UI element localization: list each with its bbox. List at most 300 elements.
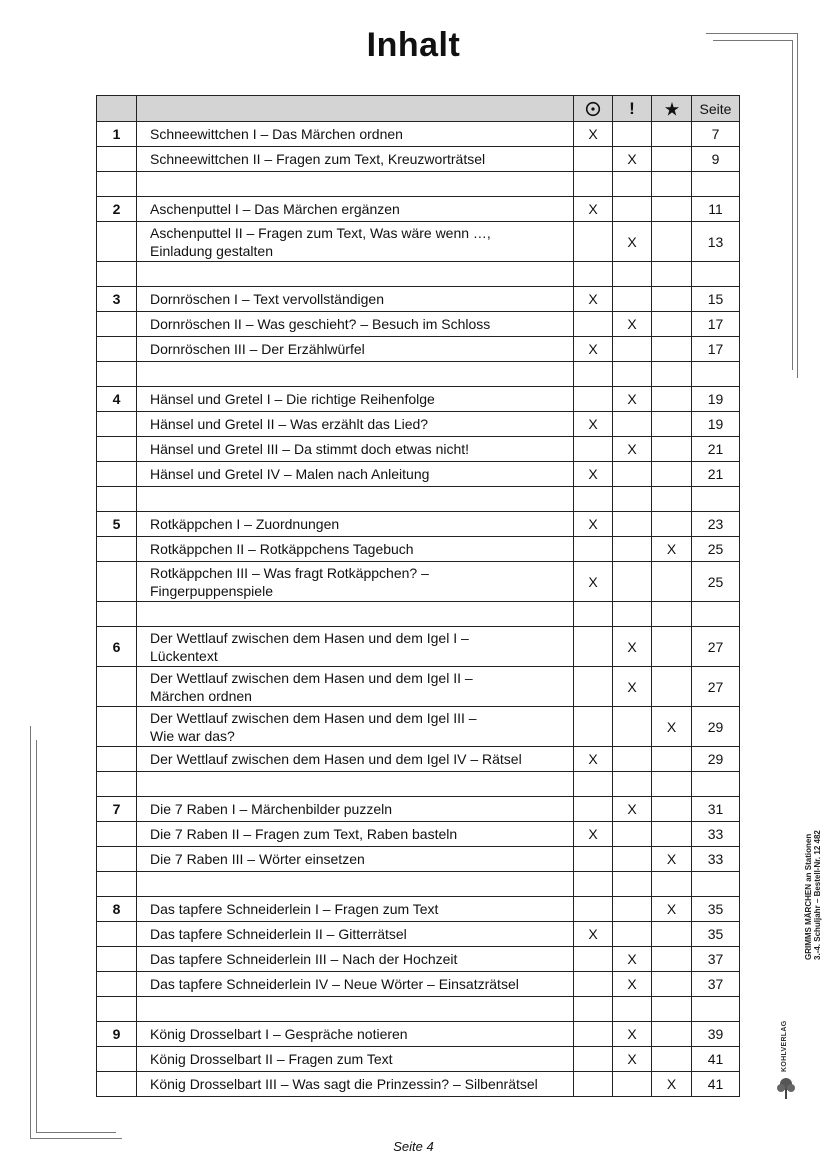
- header-level1-cell: [574, 96, 613, 122]
- station-number: 3: [97, 287, 137, 312]
- station-title-line: Schneewittchen II – Fragen zum Text, Kreuzworträtsel: [150, 151, 486, 167]
- station-title: [137, 897, 574, 922]
- level2-mark: X: [613, 1047, 652, 1072]
- spacer-cell: [692, 997, 740, 1022]
- level2-mark: [613, 337, 652, 362]
- station-number: [97, 1047, 137, 1072]
- spacer-cell: [652, 602, 692, 627]
- station-title-line: Die 7 Raben I – Märchenbilder puzzeln: [150, 801, 393, 817]
- station-number: [97, 537, 137, 562]
- station-title: [137, 667, 574, 707]
- level2-mark: X: [613, 312, 652, 337]
- station-number: [97, 847, 137, 872]
- level1-mark: [574, 897, 613, 922]
- table-row: [97, 822, 740, 847]
- table-row: [97, 387, 740, 412]
- level1-mark: [574, 627, 613, 667]
- station-title-line: Rotkäppchen II – Rotkäppchens Tagebuch: [150, 541, 414, 557]
- level3-mark: X: [652, 537, 692, 562]
- spacer-cell: [613, 872, 652, 897]
- station-title-line: Hänsel und Gretel III – Da stimmt doch etwas nicht!: [150, 441, 470, 457]
- station-title-line: Hänsel und Gretel IV – Malen nach Anleitung: [150, 466, 430, 482]
- station-number: 9: [97, 1022, 137, 1047]
- spacer-cell: [692, 487, 740, 512]
- page-title: Inhalt: [366, 26, 461, 64]
- level1-mark: [574, 222, 613, 262]
- spacer-cell: [97, 997, 137, 1022]
- sidebar-line-1: GRIMMS MÄRCHEN an Stationen: [804, 833, 813, 960]
- circle-dot-icon: [585, 101, 601, 117]
- station-title: [137, 512, 574, 537]
- level1-mark: [574, 707, 613, 747]
- level2-mark: [613, 897, 652, 922]
- level1-mark: [574, 387, 613, 412]
- table-row: [97, 847, 740, 872]
- level2-mark: X: [613, 222, 652, 262]
- level1-mark: X: [574, 462, 613, 487]
- station-title-line: Der Wettlauf zwischen dem Hasen und dem Igel III –: [150, 709, 477, 726]
- station-title-line: Das tapfere Schneiderlein IV – Neue Wörter – Einsatzrätsel: [150, 976, 519, 992]
- spacer-cell: [137, 997, 574, 1022]
- table-row: [97, 972, 740, 997]
- spacer-row: [97, 872, 740, 897]
- spacer-cell: [652, 172, 692, 197]
- level1-mark: [574, 537, 613, 562]
- publisher-brand: KOHLVERLAG: [781, 1020, 788, 1072]
- level3-mark: [652, 747, 692, 772]
- level2-mark: X: [613, 627, 652, 667]
- level2-mark: [613, 562, 652, 602]
- station-title: [137, 122, 574, 147]
- level3-mark: [652, 437, 692, 462]
- level1-mark: X: [574, 122, 613, 147]
- spacer-row: [97, 997, 740, 1022]
- level2-mark: [613, 462, 652, 487]
- level2-mark: X: [613, 667, 652, 707]
- table-row: [97, 312, 740, 337]
- table-header-row: [97, 96, 740, 122]
- spacer-cell: [574, 997, 613, 1022]
- spacer-cell: [692, 872, 740, 897]
- level1-mark: [574, 147, 613, 172]
- level3-mark: [652, 147, 692, 172]
- page-number: 39: [692, 1022, 740, 1047]
- station-title: [137, 412, 574, 437]
- level2-mark: [613, 537, 652, 562]
- station-title-line: Einladung gestalten: [150, 242, 273, 259]
- station-number: [97, 412, 137, 437]
- station-title: [137, 197, 574, 222]
- level2-mark: [613, 707, 652, 747]
- spacer-cell: [613, 997, 652, 1022]
- station-title-line: Das tapfere Schneiderlein II – Gitterrätsel: [150, 926, 407, 942]
- sidebar-publication-info: [804, 830, 822, 960]
- page-number: 33: [692, 822, 740, 847]
- spacer-cell: [137, 487, 574, 512]
- table-row: [97, 197, 740, 222]
- level1-mark: X: [574, 747, 613, 772]
- station-title-line: Rotkäppchen III – Was fragt Rotkäppchen? –: [150, 564, 429, 581]
- frame-line: [36, 740, 37, 1133]
- level3-mark: [652, 222, 692, 262]
- frame-line: [792, 40, 793, 370]
- level3-mark: X: [652, 707, 692, 747]
- level2-mark: [613, 412, 652, 437]
- header-level2-cell: [613, 96, 652, 122]
- spacer-cell: [137, 262, 574, 287]
- station-title-line: König Drosselbart III – Was sagt die Prinzessin? – Silbenrätsel: [150, 1076, 538, 1092]
- station-title: [137, 222, 574, 262]
- page-number: 25: [692, 562, 740, 602]
- header-page-cell: Seite: [692, 96, 740, 122]
- table-row: [97, 627, 740, 667]
- level2-mark: X: [613, 797, 652, 822]
- table-row: [97, 1047, 740, 1072]
- station-title: [137, 312, 574, 337]
- level3-mark: X: [652, 897, 692, 922]
- level2-mark: [613, 122, 652, 147]
- table-row: [97, 1022, 740, 1047]
- level1-mark: X: [574, 922, 613, 947]
- station-title-line: Die 7 Raben III – Wörter einsetzen: [150, 851, 365, 867]
- table-row: [97, 512, 740, 537]
- spacer-cell: [97, 172, 137, 197]
- spacer-cell: [574, 487, 613, 512]
- spacer-cell: [652, 872, 692, 897]
- level3-mark: X: [652, 1072, 692, 1097]
- table-row: [97, 922, 740, 947]
- station-number: [97, 312, 137, 337]
- spacer-cell: [613, 487, 652, 512]
- spacer-cell: [692, 262, 740, 287]
- level3-mark: [652, 312, 692, 337]
- station-number: 2: [97, 197, 137, 222]
- station-title-line: Aschenputtel II – Fragen zum Text, Was wäre wenn …,: [150, 224, 491, 241]
- spacer-cell: [574, 602, 613, 627]
- level3-mark: [652, 287, 692, 312]
- level2-mark: X: [613, 147, 652, 172]
- frame-line: [36, 1132, 116, 1133]
- level2-mark: [613, 822, 652, 847]
- station-title-line: Der Wettlauf zwischen dem Hasen und dem Igel I –: [150, 629, 469, 646]
- station-title-line: Hänsel und Gretel I – Die richtige Reihenfolge: [150, 391, 435, 407]
- level2-mark: [613, 512, 652, 537]
- station-title: [137, 747, 574, 772]
- station-title: [137, 1072, 574, 1097]
- spacer-cell: [692, 172, 740, 197]
- level1-mark: [574, 797, 613, 822]
- level3-mark: [652, 337, 692, 362]
- level3-mark: [652, 627, 692, 667]
- spacer-cell: [574, 262, 613, 287]
- page-number: 15: [692, 287, 740, 312]
- station-title-line: Märchen ordnen: [150, 687, 252, 704]
- station-title-line: Das tapfere Schneiderlein III – Nach der Hochzeit: [150, 951, 458, 967]
- spacer-cell: [97, 362, 137, 387]
- level3-mark: [652, 412, 692, 437]
- spacer-cell: [137, 872, 574, 897]
- page-number: 21: [692, 437, 740, 462]
- level2-mark: [613, 847, 652, 872]
- level1-mark: X: [574, 337, 613, 362]
- spacer-cell: [97, 487, 137, 512]
- level3-mark: [652, 947, 692, 972]
- page-number: 9: [692, 147, 740, 172]
- exclamation-icon: !: [629, 98, 635, 118]
- page-number: 11: [692, 197, 740, 222]
- level1-mark: [574, 947, 613, 972]
- level2-mark: X: [613, 972, 652, 997]
- station-title: [137, 822, 574, 847]
- level3-mark: [652, 922, 692, 947]
- level2-mark: [613, 197, 652, 222]
- station-title: [137, 972, 574, 997]
- spacer-cell: [613, 362, 652, 387]
- level3-mark: [652, 1047, 692, 1072]
- table-row: [97, 412, 740, 437]
- station-number: [97, 562, 137, 602]
- level3-mark: X: [652, 847, 692, 872]
- station-number: [97, 747, 137, 772]
- station-number: 1: [97, 122, 137, 147]
- table-row: [97, 947, 740, 972]
- level3-mark: [652, 197, 692, 222]
- level2-mark: X: [613, 1022, 652, 1047]
- spacer-row: [97, 262, 740, 287]
- level1-mark: X: [574, 197, 613, 222]
- spacer-cell: [652, 997, 692, 1022]
- page-number: 19: [692, 387, 740, 412]
- spacer-cell: [574, 362, 613, 387]
- table-row: [97, 537, 740, 562]
- level2-mark: X: [613, 387, 652, 412]
- table-row: [97, 147, 740, 172]
- page-number: 23: [692, 512, 740, 537]
- page-number: 35: [692, 897, 740, 922]
- page-number: 13: [692, 222, 740, 262]
- station-number: [97, 707, 137, 747]
- spacer-row: [97, 362, 740, 387]
- header-num-cell: [97, 96, 137, 122]
- station-title: [137, 947, 574, 972]
- table-row: [97, 122, 740, 147]
- station-number: [97, 822, 137, 847]
- station-title: [137, 562, 574, 602]
- level1-mark: [574, 437, 613, 462]
- station-title: [137, 797, 574, 822]
- level2-mark: X: [613, 437, 652, 462]
- station-number: [97, 947, 137, 972]
- station-number: [97, 667, 137, 707]
- level3-mark: [652, 822, 692, 847]
- spacer-cell: [692, 772, 740, 797]
- spacer-cell: [692, 362, 740, 387]
- station-number: [97, 1072, 137, 1097]
- page-number: 21: [692, 462, 740, 487]
- page-number: 17: [692, 312, 740, 337]
- level1-mark: [574, 1047, 613, 1072]
- page-number: 7: [692, 122, 740, 147]
- spacer-cell: [613, 602, 652, 627]
- station-title-line: Der Wettlauf zwischen dem Hasen und dem Igel II –: [150, 669, 473, 686]
- station-number: 6: [97, 627, 137, 667]
- station-title-line: Dornröschen I – Text vervollständigen: [150, 291, 384, 307]
- station-number: 5: [97, 512, 137, 537]
- station-title-line: Dornröschen III – Der Erzählwürfel: [150, 341, 365, 357]
- page-number: 19: [692, 412, 740, 437]
- spacer-row: [97, 772, 740, 797]
- spacer-cell: [97, 262, 137, 287]
- frame-line: [30, 726, 31, 1139]
- header-level3-cell: [652, 96, 692, 122]
- station-title-line: Fingerpuppenspiele: [150, 582, 273, 599]
- page-number: 17: [692, 337, 740, 362]
- spacer-cell: [97, 602, 137, 627]
- spacer-cell: [652, 772, 692, 797]
- spacer-cell: [652, 362, 692, 387]
- table-row: [97, 707, 740, 747]
- level3-mark: [652, 122, 692, 147]
- level1-mark: X: [574, 287, 613, 312]
- spacer-cell: [613, 172, 652, 197]
- station-number: 8: [97, 897, 137, 922]
- frame-line: [797, 33, 798, 378]
- spacer-cell: [574, 172, 613, 197]
- level1-mark: [574, 667, 613, 707]
- level1-mark: X: [574, 512, 613, 537]
- spacer-cell: [652, 262, 692, 287]
- level3-mark: [652, 562, 692, 602]
- level2-mark: [613, 747, 652, 772]
- level3-mark: [652, 462, 692, 487]
- spacer-cell: [97, 772, 137, 797]
- station-number: 7: [97, 797, 137, 822]
- table-row: [97, 797, 740, 822]
- level1-mark: [574, 312, 613, 337]
- page-number: 25: [692, 537, 740, 562]
- header-title-cell: [137, 96, 574, 122]
- page-number: 31: [692, 797, 740, 822]
- table-row: [97, 667, 740, 707]
- spacer-cell: [574, 772, 613, 797]
- table-row: [97, 1072, 740, 1097]
- level1-mark: X: [574, 412, 613, 437]
- station-number: [97, 972, 137, 997]
- station-title-line: Aschenputtel I – Das Märchen ergänzen: [150, 201, 400, 217]
- level1-mark: X: [574, 562, 613, 602]
- station-title-line: Wie war das?: [150, 727, 235, 744]
- station-title-line: König Drosselbart I – Gespräche notieren: [150, 1026, 408, 1042]
- table-row: [97, 337, 740, 362]
- spacer-row: [97, 172, 740, 197]
- table-row: [97, 562, 740, 602]
- station-number: [97, 147, 137, 172]
- level1-mark: [574, 1072, 613, 1097]
- level2-mark: [613, 1072, 652, 1097]
- station-title: [137, 437, 574, 462]
- level2-mark: [613, 922, 652, 947]
- station-title: [137, 462, 574, 487]
- table-row: [97, 897, 740, 922]
- spacer-row: [97, 487, 740, 512]
- spacer-cell: [137, 602, 574, 627]
- level3-mark: [652, 667, 692, 707]
- page-number: 35: [692, 922, 740, 947]
- station-title-line: König Drosselbart II – Fragen zum Text: [150, 1051, 393, 1067]
- level3-mark: [652, 1022, 692, 1047]
- station-title-line: Der Wettlauf zwischen dem Hasen und dem Igel IV – Rätsel: [150, 751, 522, 767]
- page-number: 37: [692, 972, 740, 997]
- spacer-row: [97, 602, 740, 627]
- page-number: 37: [692, 947, 740, 972]
- sidebar-line-2: 3.-4. Schuljahr – Bestell-Nr. 12 482: [813, 830, 822, 960]
- table-row: [97, 222, 740, 262]
- station-title-line: Das tapfere Schneiderlein I – Fragen zum Text: [150, 901, 439, 917]
- station-number: [97, 222, 137, 262]
- station-title: [137, 707, 574, 747]
- station-title-line: Rotkäppchen I – Zuordnungen: [150, 516, 340, 532]
- station-title: [137, 1047, 574, 1072]
- page-footer: Seite 4: [393, 1139, 434, 1154]
- spacer-cell: [137, 172, 574, 197]
- page-number: 27: [692, 627, 740, 667]
- station-title: [137, 847, 574, 872]
- station-title: [137, 627, 574, 667]
- level1-mark: [574, 972, 613, 997]
- page-number: 41: [692, 1047, 740, 1072]
- spacer-cell: [613, 772, 652, 797]
- station-number: [97, 462, 137, 487]
- spacer-cell: [574, 872, 613, 897]
- station-number: [97, 922, 137, 947]
- frame-line: [706, 33, 798, 34]
- level3-mark: [652, 972, 692, 997]
- table-row: [97, 747, 740, 772]
- page-number: 41: [692, 1072, 740, 1097]
- tree-logo-icon: [776, 1076, 796, 1100]
- station-title: [137, 1022, 574, 1047]
- station-number: [97, 437, 137, 462]
- star-icon: [664, 101, 680, 117]
- station-title-line: Lückentext: [150, 647, 218, 664]
- page-number: 33: [692, 847, 740, 872]
- station-title: [137, 537, 574, 562]
- level3-mark: [652, 797, 692, 822]
- station-title-line: Hänsel und Gretel II – Was erzählt das Lied?: [150, 416, 429, 432]
- station-title: [137, 287, 574, 312]
- table-row: [97, 287, 740, 312]
- spacer-cell: [692, 602, 740, 627]
- level3-mark: [652, 387, 692, 412]
- level3-mark: [652, 512, 692, 537]
- spacer-cell: [652, 487, 692, 512]
- station-title: [137, 147, 574, 172]
- spacer-cell: [97, 872, 137, 897]
- spacer-cell: [137, 362, 574, 387]
- spacer-cell: [137, 772, 574, 797]
- station-title-line: Schneewittchen I – Das Märchen ordnen: [150, 126, 403, 142]
- station-number: [97, 337, 137, 362]
- level2-mark: X: [613, 947, 652, 972]
- station-title-line: Die 7 Raben II – Fragen zum Text, Raben basteln: [150, 826, 458, 842]
- station-title: [137, 387, 574, 412]
- station-title: [137, 922, 574, 947]
- page-number: 27: [692, 667, 740, 707]
- station-title-line: Dornröschen II – Was geschieht? – Besuch im Schloss: [150, 316, 491, 332]
- page-number: 29: [692, 707, 740, 747]
- level2-mark: [613, 287, 652, 312]
- toc-table: [96, 95, 740, 1097]
